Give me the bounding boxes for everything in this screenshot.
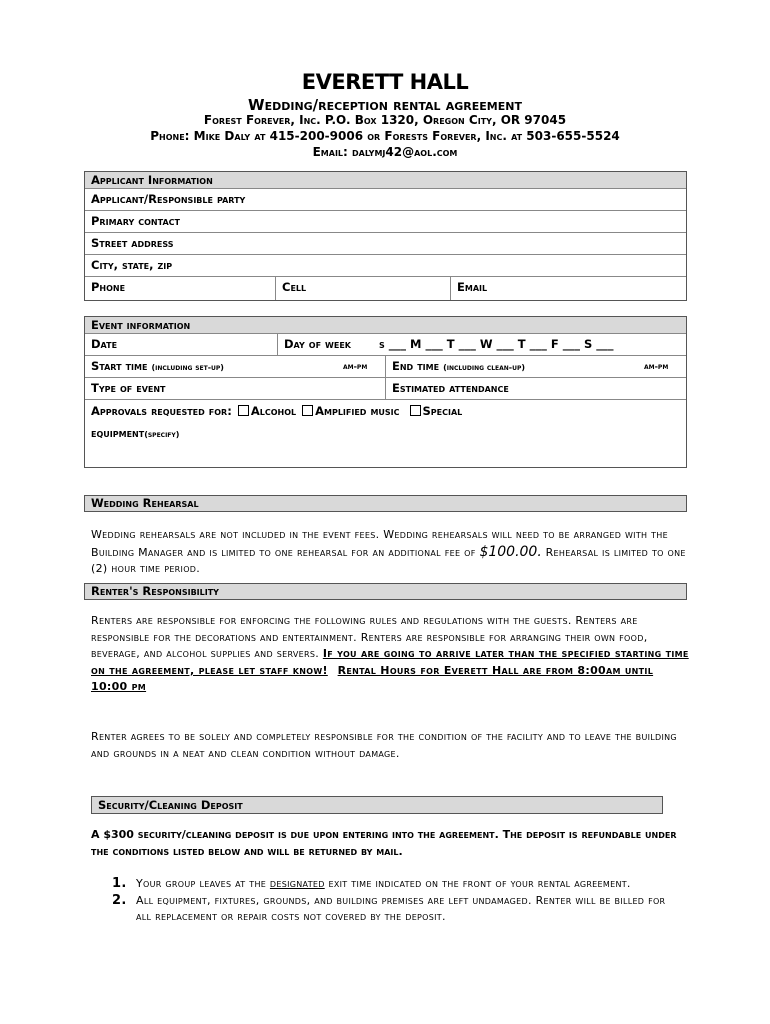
special-label: Special <box>422 404 463 418</box>
alcohol-checkbox[interactable] <box>238 405 249 416</box>
estimated-attendance-label: Estimated attendance <box>392 381 509 395</box>
equipment-label: equipment <box>91 426 145 440</box>
approvals-row <box>85 400 686 470</box>
applicant-heading-row <box>85 172 686 189</box>
contact-email: Email: dalymj42@aol.com <box>312 145 458 159</box>
rehearsal-text-2: Rehearsal is limited to one (2) hour time period. <box>91 545 686 576</box>
day-of-week-field[interactable] <box>277 334 688 355</box>
day-of-week-options: s ___ M ___ T ___ W ___ T ___ F ___ S ___ <box>379 337 614 351</box>
primary-contact-label: Primary contact <box>91 214 180 228</box>
phone-label: Phone <box>91 280 126 294</box>
responsible-party-label: Applicant/Responsible party <box>91 192 246 206</box>
wedding-rehearsal-heading: Wedding Rehearsal <box>84 495 687 512</box>
deposit-conditions-list <box>112 876 682 926</box>
special-equipment-checkbox[interactable] <box>410 405 421 416</box>
date-label: Date <box>91 337 118 351</box>
responsible-party-row[interactable] <box>85 189 686 211</box>
street-address-row[interactable] <box>85 233 686 255</box>
end-time-label: End time <box>392 359 440 373</box>
renters-responsibility-text <box>91 613 691 696</box>
end-time-note: (including clean-up) <box>443 363 526 372</box>
start-ampm-label: am-pm <box>343 362 368 371</box>
end-time-field[interactable] <box>385 356 688 377</box>
type-of-event-label: Type of event <box>91 381 166 395</box>
day-of-week-label: Day of week <box>284 337 351 351</box>
list-item-text: All equipment, fixtures, grounds, and building premises are left undamaged. Renter will be billed for all replacement or repair costs not covered by the deposit. <box>136 893 666 924</box>
type-of-event-field[interactable] <box>85 378 385 399</box>
estimated-attendance-field[interactable] <box>385 378 688 399</box>
city-state-zip-label: City, state, zip <box>91 258 173 272</box>
wedding-rehearsal-text <box>91 527 691 578</box>
renters-responsibility-heading: Renter's Responsibility <box>84 583 687 600</box>
equipment-specify-note: (specify) <box>144 430 180 439</box>
amplified-music-label: Amplified music <box>315 404 400 418</box>
start-time-label: Start time <box>91 359 148 373</box>
email-field[interactable] <box>450 277 688 300</box>
list-item <box>112 876 682 893</box>
primary-contact-row[interactable] <box>85 211 686 233</box>
late-arrival-warning: If you are going to arrive later than the specified starting time on the agreement, please let staff know! <box>91 647 689 677</box>
cell-field[interactable] <box>275 277 450 300</box>
organization-address: Forest Forever, Inc. P.O. Box 1320, Oregon City, OR 97045 <box>203 113 567 127</box>
start-time-field[interactable] <box>85 356 385 377</box>
amplified-music-checkbox[interactable] <box>302 405 313 416</box>
list-item-underlined: designated <box>269 877 325 890</box>
city-state-zip-row[interactable] <box>85 255 686 277</box>
phone-row <box>85 277 686 300</box>
rehearsal-fee: $100.00. <box>479 543 542 560</box>
phone-field[interactable] <box>85 277 275 300</box>
rental-hours: Rental Hours for Everett Hall are from 8:00am until 10:00 pm <box>91 663 654 694</box>
security-deposit-heading: Security/Cleaning Deposit <box>91 796 663 814</box>
list-item-text: Your group leaves at the <box>136 877 267 890</box>
date-field[interactable] <box>85 334 277 355</box>
document-title: EVERETT HALL <box>301 70 469 94</box>
list-item-text-end: exit time indicated on the front of your rental agreement. <box>328 877 631 890</box>
list-item <box>112 893 682 926</box>
alcohol-label: Alcohol <box>250 404 297 418</box>
list-item-number: 2. <box>112 892 127 908</box>
end-ampm-label: am-pm <box>644 362 669 371</box>
approvals-field <box>85 400 688 470</box>
start-time-note: (including set-up) <box>151 363 224 372</box>
applicant-heading: Applicant Information <box>91 173 213 187</box>
cell-label: Cell <box>282 280 307 294</box>
rehearsal-text-1: Wedding rehearsals are not included in the event fees. Wedding rehearsals will need to be arranged with the Building Manager and is limited to one rehearsal for an additional fee of <box>91 528 668 559</box>
deposit-intro: A $300 security/cleaning deposit is due upon entering into the agreement. The deposit is refundable under the conditions listed below and will be returned by mail. <box>91 828 677 858</box>
responsibility-rules: Renters are responsible for enforcing the following rules and regulations with the guests. Renters are responsible for the decorations and entertainment. Renters are responsible for arranging their own food, beverage, and alcohol supplies and servers. <box>91 614 648 661</box>
list-item-number: 1. <box>112 876 127 891</box>
document-subtitle: Wedding/reception rental agreement <box>248 96 522 114</box>
date-row <box>85 334 686 356</box>
street-address-label: Street address <box>91 236 174 250</box>
approvals-label: Approvals requested for: <box>91 404 232 418</box>
event-heading: Event information <box>91 318 191 332</box>
contact-phone: Phone: Mike Daly at 415-200-9006 or Forests Forever, Inc. at 503-655-5524 <box>150 129 620 143</box>
email-label: Email <box>457 280 488 294</box>
event-information-table <box>84 316 687 468</box>
type-row <box>85 378 686 400</box>
renter-condition-text: Renter agrees to be solely and completely responsible for the condition of the facility and to leave the building and grounds in a neat and clean condition without damage. <box>91 730 677 760</box>
applicant-information-table <box>84 171 687 301</box>
event-heading-row <box>85 317 686 334</box>
time-row <box>85 356 686 378</box>
